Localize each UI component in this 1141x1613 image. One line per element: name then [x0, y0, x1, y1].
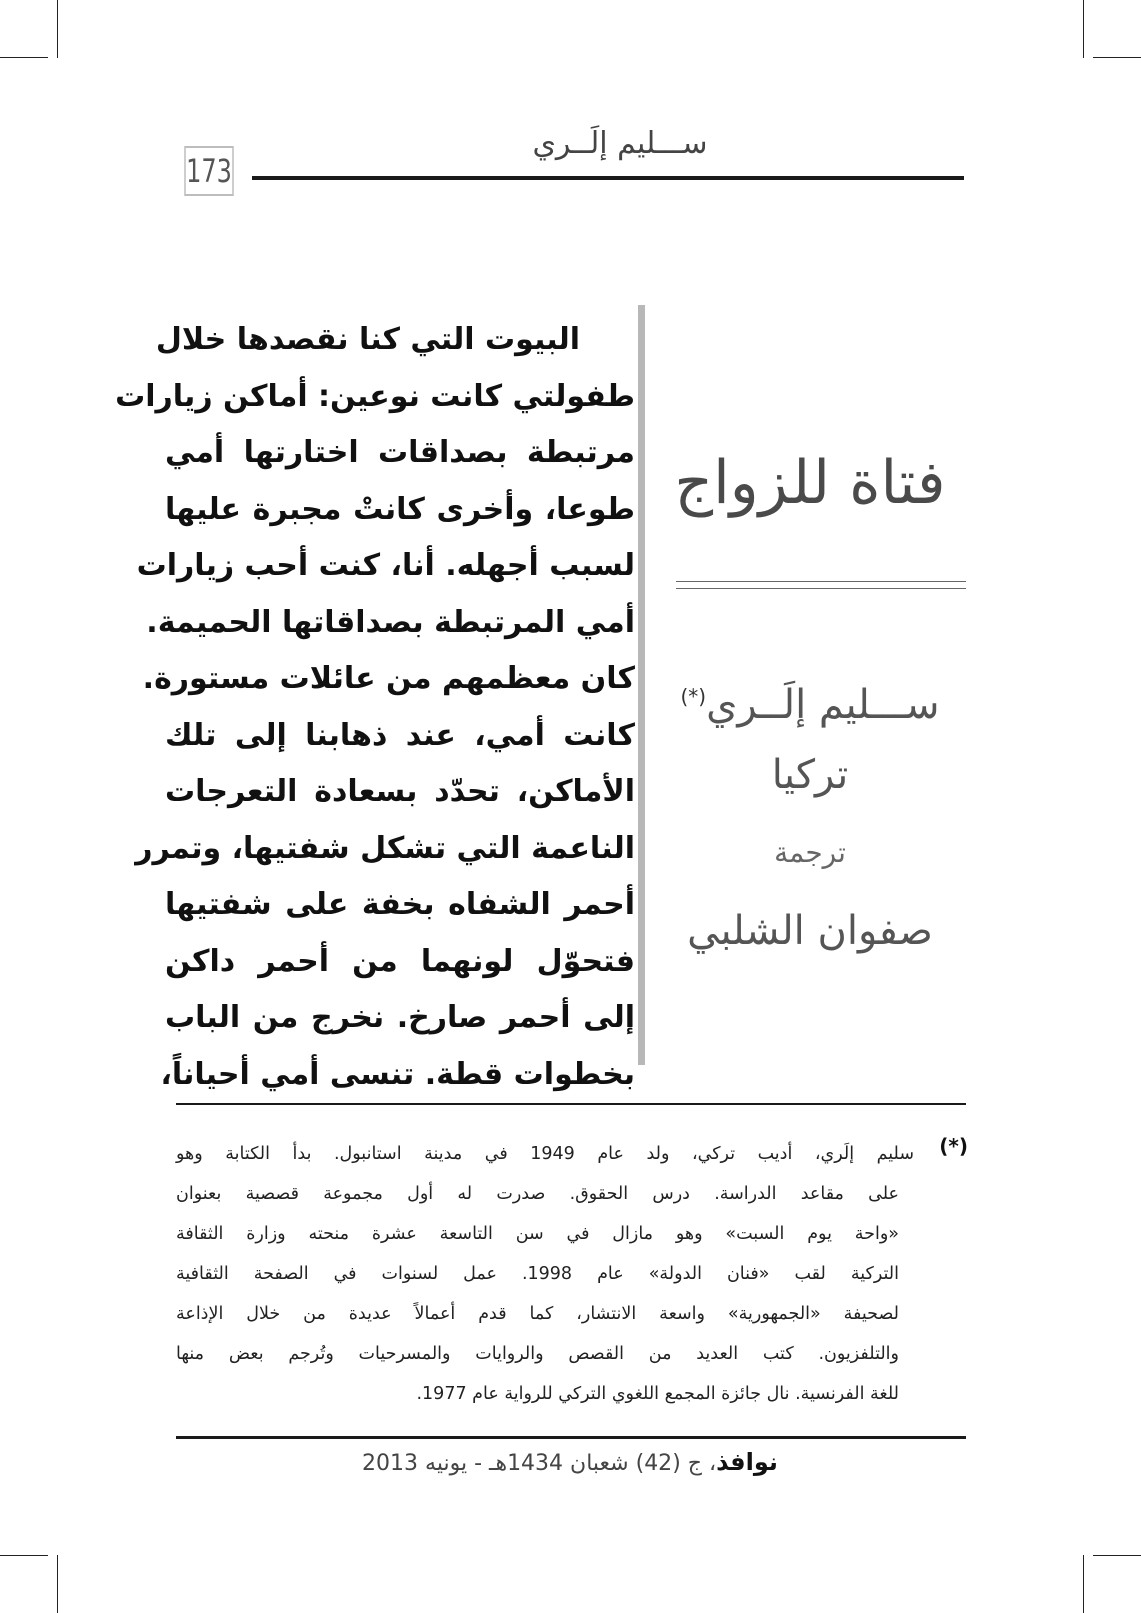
- body-line: الناعمة التي تشكل شفتيها، وتمرر: [135, 830, 635, 866]
- footnote: [176, 1134, 914, 1414]
- author-footnote-marker: (*): [680, 684, 707, 709]
- story-title: فتاة للزواج: [674, 448, 946, 518]
- footnote-line: «واحة يوم السبت» وهو مازال في سن التاسعة عشرة منحته وزارة الثقافة: [176, 1224, 899, 1244]
- crop-mark: [1083, 0, 1084, 58]
- author-country: تركيا: [771, 752, 849, 798]
- body-line: فتحوّل لونهما من أحمر داكن: [165, 943, 635, 979]
- body-line: طوعا، وأخرى كانتْ مجبرة عليها: [165, 491, 635, 527]
- footnote-line: والتلفزيون. كتب العديد من القصص والروايات والمسرحيات وتُرجم بعض منها: [176, 1344, 899, 1364]
- crop-mark: [0, 1555, 48, 1556]
- title-rule: [676, 588, 966, 589]
- title-rule: [676, 581, 966, 582]
- magazine-name: نوافذ: [716, 1448, 778, 1476]
- translation-label: ترجمة: [774, 836, 846, 869]
- author-name: [660, 682, 960, 728]
- issue-info: ، ج (42) شعبان 1434هـ - يونيه 2013: [362, 1451, 717, 1476]
- crop-mark: [1083, 1555, 1084, 1613]
- footnote-line: سليم إلَري، أديب تركي، ولد عام 1949 في مدينة استانبول. بدأ الكتابة وهو: [176, 1144, 914, 1164]
- footnote-marker: (*): [939, 1134, 968, 1158]
- footnote-line: على مقاعد الدراسة. درس الحقوق. صدرت له أول مجموعة قصصية بعنوان: [176, 1184, 899, 1204]
- body-line: أحمر الشفاه بخفة على شفتيها: [165, 887, 635, 922]
- story-body: [115, 312, 635, 1092]
- page-number: 173: [184, 146, 234, 196]
- body-line: البيوت التي كنا نقصدها خلال: [155, 322, 580, 357]
- crop-mark: [57, 1555, 58, 1613]
- body-line: مرتبطة بصداقات اختارتها أمي: [165, 435, 635, 470]
- running-title: ســـليم إلَــري: [532, 126, 708, 161]
- body-line: الأماكن، تحدّد بسعادة التعرجات: [165, 774, 635, 809]
- crop-mark: [57, 0, 58, 58]
- header-rule: [252, 176, 964, 180]
- author-name-text: ســـليم إلَــري: [706, 682, 940, 728]
- column-rule: [638, 305, 645, 1065]
- footnote-rule: [176, 1103, 966, 1105]
- body-line: طفولتي كانت نوعين: أماكن زيارات: [115, 378, 635, 414]
- body-line: كان معظمهم من عائلات مستورة.: [142, 661, 635, 696]
- footnote-line: التركية لقب «فنان الدولة» عام 1998. عمل لسنوات في الصفحة الثقافية: [176, 1264, 899, 1284]
- footnote-line: للغة الفرنسية. نال جائزة المجمع اللغوي التركي للرواية عام 1977.: [416, 1384, 899, 1404]
- body-line: إلى أحمر صارخ. نخرج من الباب: [165, 1000, 635, 1035]
- footer: [330, 1448, 810, 1476]
- footer-rule: [176, 1436, 966, 1439]
- crop-mark: [0, 57, 48, 58]
- body-line: أمي المرتبطة بصداقاتها الحميمة.: [146, 604, 635, 640]
- footnote-line: لصحيفة «الجمهورية» واسعة الانتشار، كما قدم أعمالاً عديدة من خلال الإذاعة: [176, 1304, 899, 1324]
- crop-mark: [1093, 57, 1141, 58]
- body-line: لسبب أجهله. أنا، كنت أحب زيارات: [136, 548, 635, 583]
- body-line: بخطوات قطة. تنسى أمي أحياناً،: [160, 1056, 635, 1092]
- translator-name: صفوان الشلبي: [687, 908, 933, 954]
- crop-mark: [1093, 1555, 1141, 1556]
- body-line: كانت أمي، عند ذهابنا إلى تلك: [165, 717, 635, 753]
